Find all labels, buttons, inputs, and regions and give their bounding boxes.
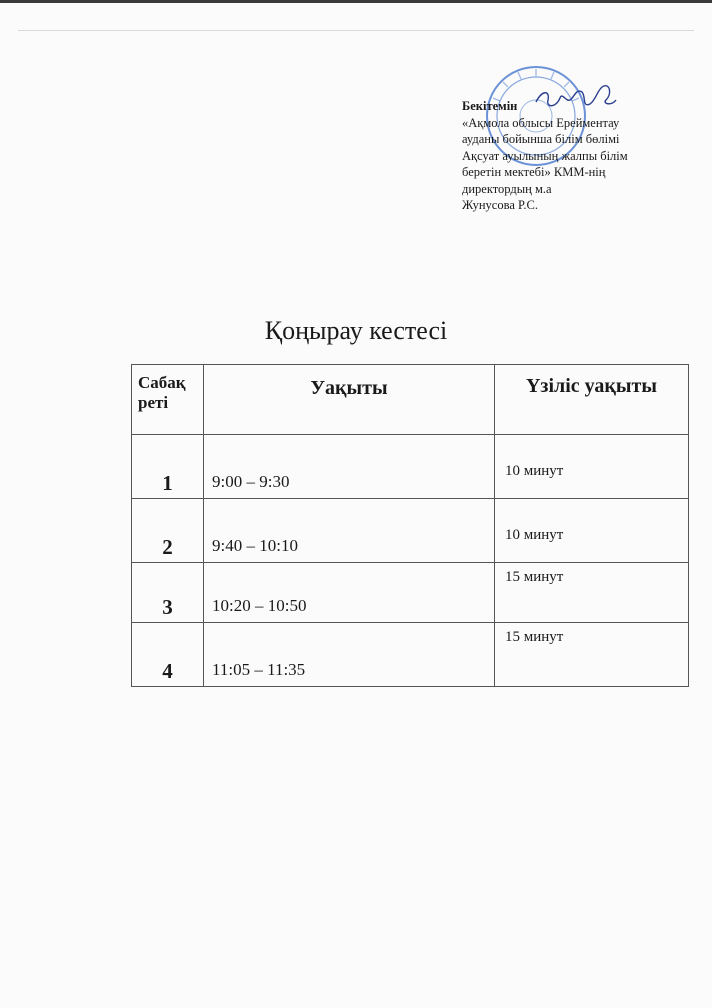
break-duration: 15 минут <box>495 623 689 687</box>
approval-block <box>462 98 692 214</box>
header-break-time: Үзіліс уақыты <box>495 365 689 435</box>
table-header-row <box>132 365 689 435</box>
approval-label: Бекітемін <box>462 99 518 113</box>
lesson-number: 2 <box>132 499 204 563</box>
approval-line: «Ақмола облысы Ерейментау <box>462 115 620 130</box>
approval-line: Жунусова Р.С. <box>462 198 538 212</box>
table-row <box>132 563 689 623</box>
approval-line: беретін мектебі» КММ-нің <box>462 165 606 179</box>
break-duration: 10 минут <box>495 499 689 563</box>
bell-schedule-table <box>131 364 689 687</box>
lesson-number: 1 <box>132 435 204 499</box>
break-duration: 15 минут <box>495 563 689 623</box>
scan-top-edge <box>0 0 712 3</box>
page-title: Қоңырау кестесі <box>264 316 448 345</box>
table-row <box>132 499 689 563</box>
table-row <box>132 623 689 687</box>
lesson-number: 3 <box>132 563 204 623</box>
approval-line: директордың м.а <box>462 181 552 196</box>
break-duration: 10 минут <box>495 435 689 499</box>
lesson-time: 9:00 – 9:30 <box>204 435 495 499</box>
lesson-time: 9:40 – 10:10 <box>204 499 495 563</box>
lesson-time: 11:05 – 11:35 <box>204 623 495 687</box>
lesson-time: 10:20 – 10:50 <box>204 563 495 623</box>
table-row <box>132 435 689 499</box>
header-lesson-order: Сабақ реті <box>132 365 204 435</box>
approval-line: Ақсуат ауылының жалпы білім <box>462 148 628 163</box>
scan-artifact-line <box>18 30 694 31</box>
header-time: Уақыты <box>204 365 495 435</box>
lesson-number: 4 <box>132 623 204 687</box>
approval-line: ауданы бойынша білім бөлімі <box>462 132 620 146</box>
